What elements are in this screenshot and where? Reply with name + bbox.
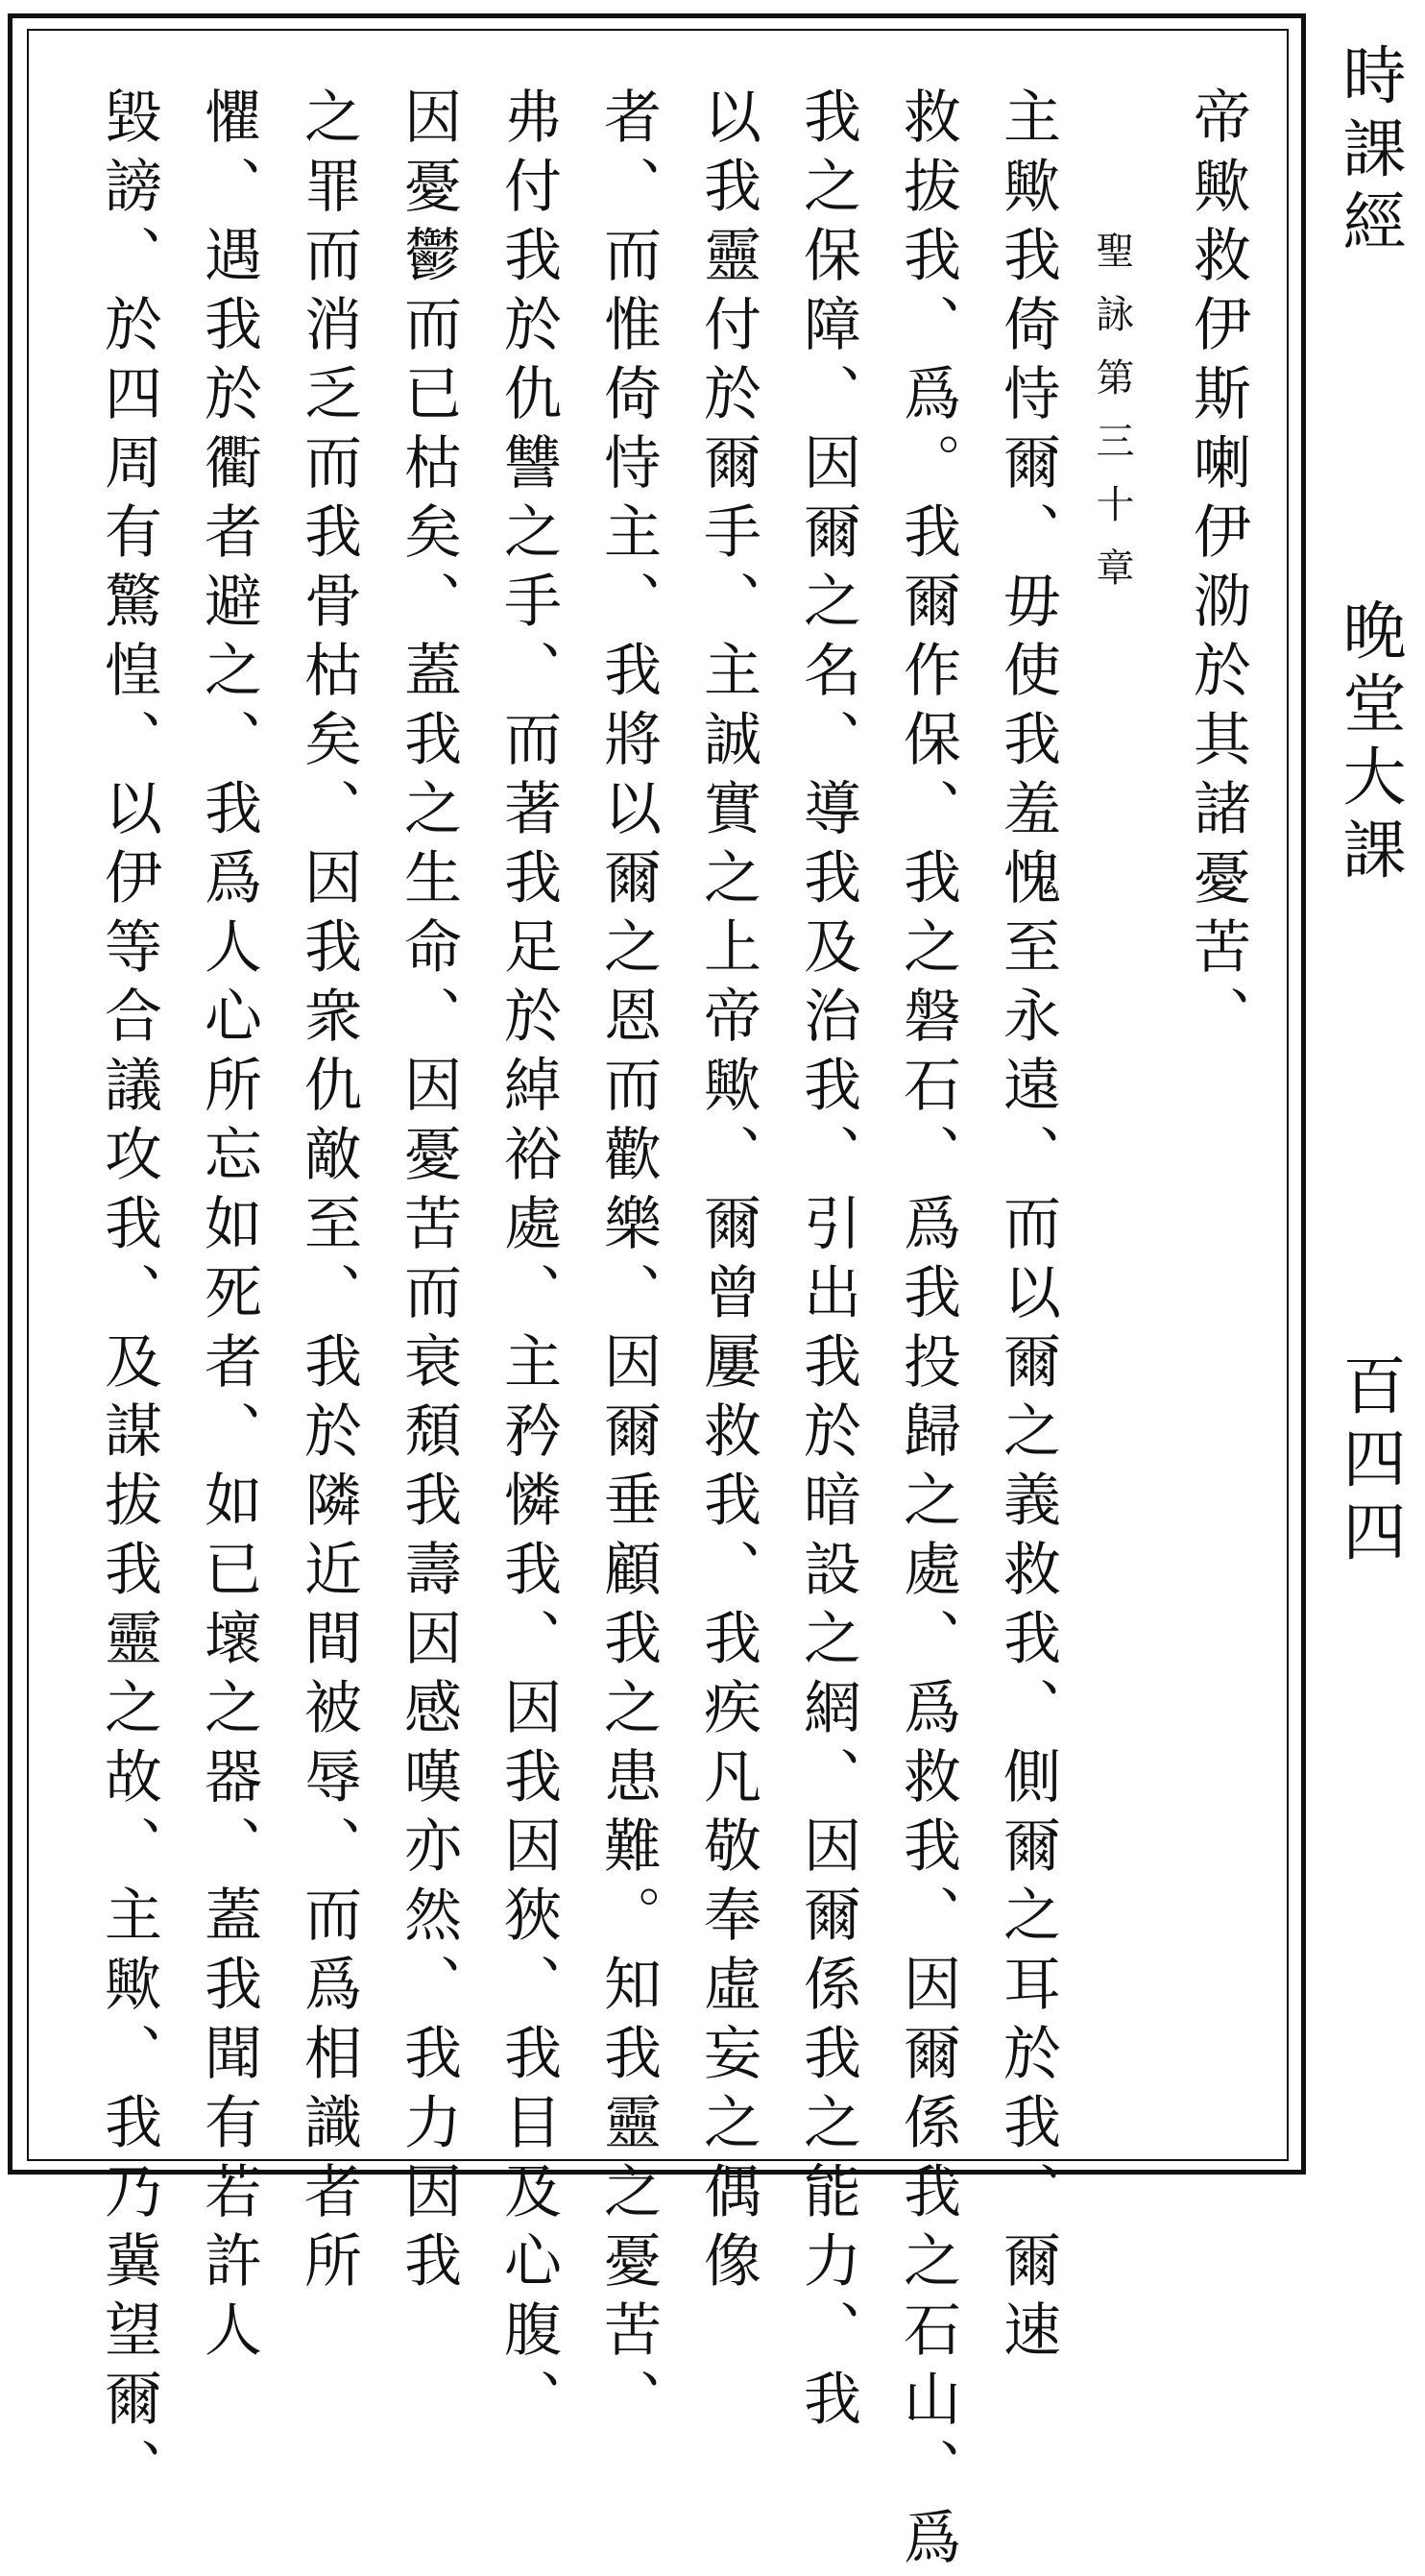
page-number: 百四四 bbox=[1332, 1352, 1406, 1571]
text-column-6: 弗付我於仇讐之手、而著我足於綽裕處、主矜憐我、因我因狹、我目及心腹、 bbox=[495, 86, 562, 2438]
section-title: 晚堂大課 bbox=[1332, 597, 1406, 889]
text-column-7: 因憂鬱而已枯矣、蓋我之生命、因憂苦而衰頹我壽因感嘆亦然、我力因我 bbox=[395, 86, 462, 2299]
book-title: 時課經 bbox=[1332, 42, 1406, 261]
psalm-heading: 帝歟救伊斯喇伊泐於其諸憂苦、 bbox=[1184, 86, 1251, 1055]
text-column-10: 毀謗、於四周有驚惶、以伊等合議攻我、及謀拔我靈之故、主歟、我乃冀望爾、 bbox=[95, 86, 162, 2507]
text-column-8: 之罪而消乏而我骨枯矣、因我衆仇敵至、我於隣近間被辱、而爲相識者所 bbox=[295, 86, 362, 2299]
text-column-9: 懼、遇我於衢者避之、我爲人心所忘如死者、如已壞之器、蓋我聞有若許人 bbox=[195, 86, 262, 2369]
psalm-number: 聖詠第三十章 bbox=[1090, 231, 1134, 611]
text-column-3: 我之保障、因爾之名、導我及治我、引出我於暗設之網、因爾係我之能力、我 bbox=[794, 86, 861, 2438]
text-column-1: 主歟我倚恃爾、毋使我羞愧至永遠、而以爾之義救我、側爾之耳於我、爾速 bbox=[994, 86, 1061, 2369]
text-column-2: 救拔我、爲。我爾作保、我之磐石、爲我投歸之處、爲救我、因爾係我之石山、爲 bbox=[894, 86, 961, 2576]
text-column-4: 以我靈付於爾手、主誠實之上帝歟、爾曾屢救我、我疾凡敬奉虛妄之偶像 bbox=[694, 86, 761, 2299]
text-column-5: 者、而惟倚恃主、我將以爾之恩而歡樂、因爾垂顧我之患難。知我靈之憂苦、 bbox=[594, 86, 662, 2438]
